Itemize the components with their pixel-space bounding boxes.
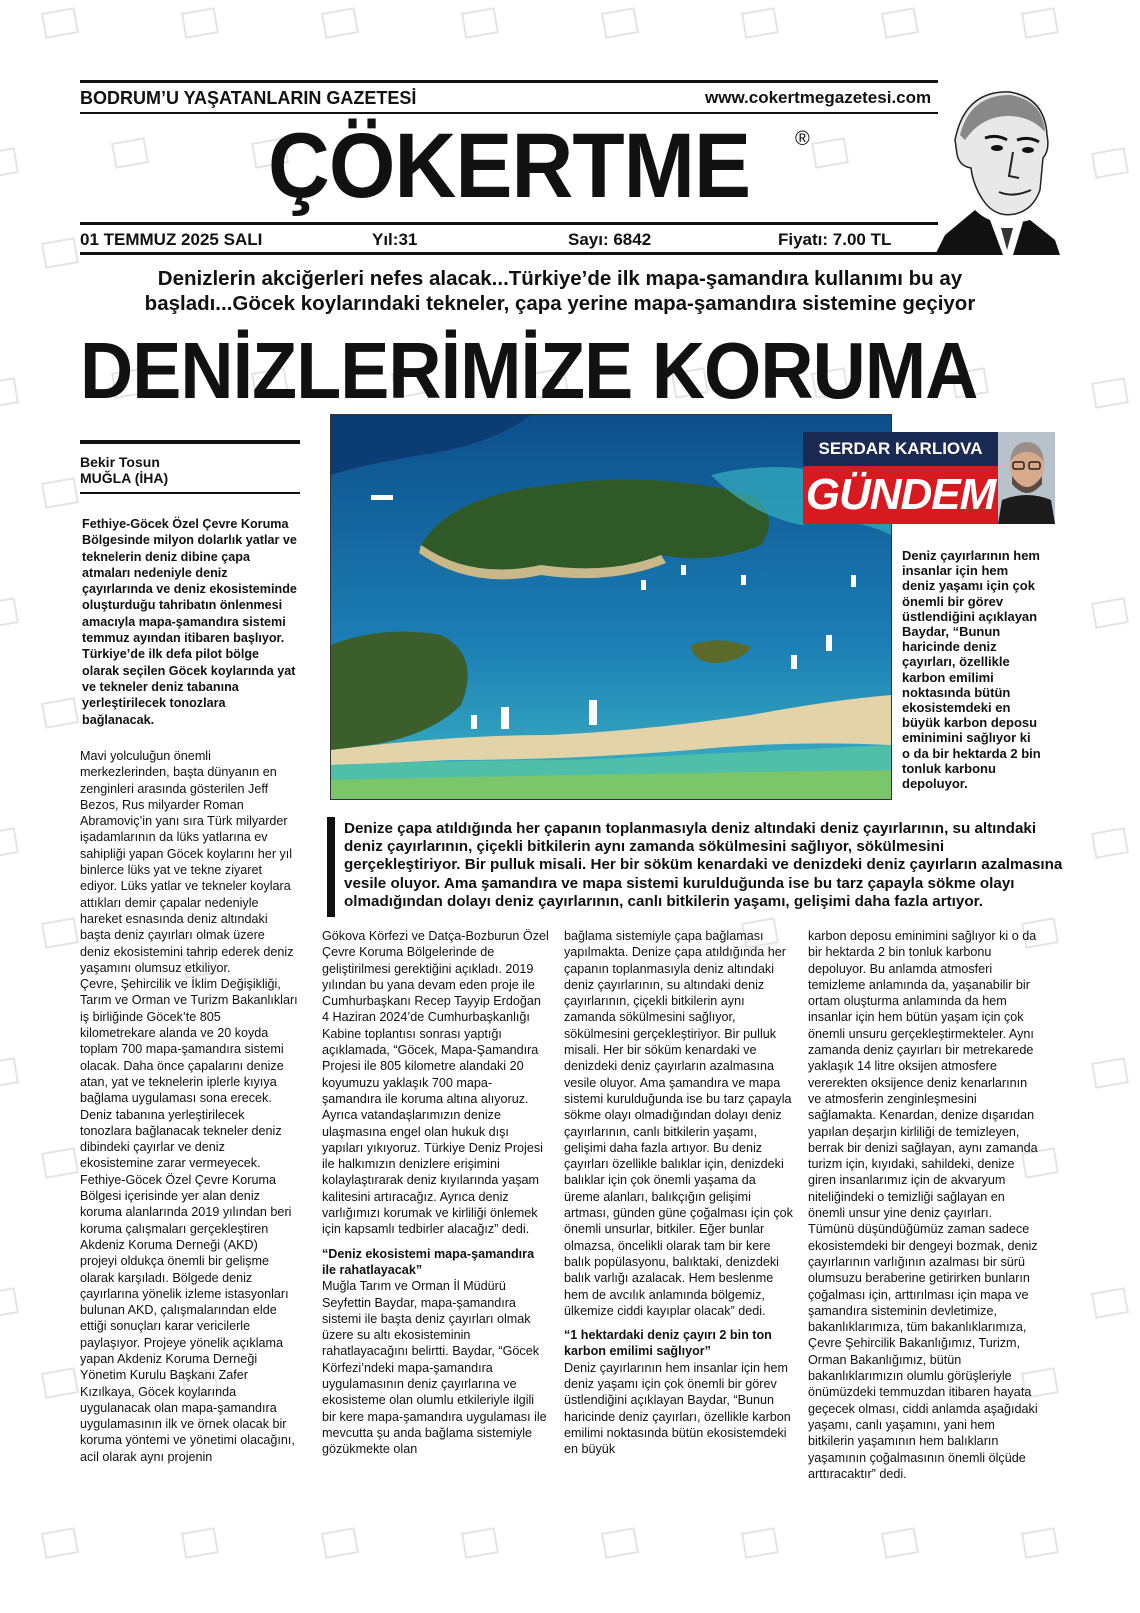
watermark-icon	[580, 10, 660, 38]
watermark-icon	[1070, 150, 1140, 178]
pull-quote: Deniz çayırlarının hem insanlar için hem deniz yaşamı için çok önemli bir görev üstlendiğini açıklayan Baydar, “Bunun haricinde deniz çayırları, özellikle karbon emilimi noktasında bütün ekosistemdeki en büyük karbon deposu eminimini sağlıyor ki o da bir hektarda 2 bin tonluk karbonu depoluyor.	[902, 548, 1041, 792]
byline-place: MUĞLA (İHA)	[80, 470, 169, 486]
col3-subheading: “1 hektardaki deniz çayırı 2 bin ton karbon emilimi sağlıyor”	[564, 1328, 772, 1359]
lede: Fethiye-Göcek Özel Çevre Koruma Bölgesinde milyon dolarlık yatlar ve teknelerin deniz dibine çapa atmaları nedeniyle deniz çayırlarında ve deniz ekosisteminde oluşturduğu tahribatın önlenmesi amacıyla mapa-şamandıra sistemi temmuz ayından itibaren başlıyor. Türkiye’de ilk defa pilot bölge olarak seçilen Göcek koylarında yat ve tekneler deniz tabanına yerleştirilecek tonozlara bağlanacak.	[82, 517, 297, 727]
meta-bottom-rule	[80, 252, 938, 255]
columnist-name: SERDAR KARLIOVA	[803, 432, 998, 466]
watermark-icon	[1070, 1290, 1140, 1318]
watermark-icon	[300, 1530, 380, 1558]
col1-paragraph: Mavi yolculuğun önemli merkezlerinden, başta dünyanın en zenginleri arasında gösterilen Jeff Bezos, Rus milyarder Roman Abramoviç’in yanı sıra Türk milyarder işadamlarının da lüks yatlarına ev sahipliği yapan Göcek koylarını her yıl binlerce lüks yat ve tekne ziyaret ediyor. Lüks yatlar ve tekneler koylara attıkları demir çapalar nedeniyle hareket esnasında deniz altındaki başta deniz çayırları olmak üzere deniz ekosistemini tahrip ederek deniz yaşamını olumsuz etkiliyor.	[80, 749, 294, 975]
column-3	[564, 928, 794, 1458]
watermark-icon	[0, 1060, 40, 1088]
registered-mark: ®	[795, 128, 810, 150]
column-1	[80, 748, 298, 1465]
issue-number: Sayı: 6842	[568, 230, 652, 249]
col4-paragraph: karbon deposu eminimini sağlıyor ki o da bir hektarda 2 bin tonluk karbonu depoluyor. Bu anlamda atmosferi temizleme anlamında da, yaşanabilir bir ortam oluşturma anlamında da hem insanlar için hem bütün yaşam için çok önemli unsuru gerçekleştirmekteler. Aynı zamanda deniz çayırları bir metrekarede yaklaşık 14 litre oksijen atmosfere vererekten oksijence deniz kenarlarının ve atmosferin zenginleşmesini sağlamakta. Kenardan, denize dışarıdan yapılan deşarjın kirliliği de temizleyen, berrak bir denizi sağlayan, aynı zamanda turizm için, kıyıdaki, sahildeki, denize giren insanlarımız için de akvaryum niteliğindeki o temizliği sağlayan en önemli unsur yine deniz çayırları. Tümünü düşündüğümüz zaman sadece ekosistemdeki bir dengeyi bozmak, deniz çayırlarının varlığının azalması bir sürü olumsuzu beraberine getirirken bunların çoğalması için, arttırılması için mapa ve şamandıra sisteminin devletimize, bakanlıklarımıza, tüm bakanlıklarımıza, Çevre Şehircilik Bakanlığımız, Turizm, Orman Bakanlığımız, bütün bakanlıklarımızın olumlu görüşleriyle önümüzdeki temmuzdan itibaren hayata geçecek olması, ciddi anlamda aşağıdaki yaşamı, canlı yaşamını, yani hem bitkilerin yaşamının hem balıkların yaşamının çoğalmasının önemli ölçüde arttıracaktır” dedi.	[808, 929, 1038, 1481]
watermark-icon	[580, 1530, 660, 1558]
byline-name: Bekir Tosun	[80, 454, 160, 470]
watermark-icon	[20, 10, 100, 38]
watermark-icon	[1070, 380, 1140, 408]
column-4	[808, 928, 1038, 1482]
watermark-icon	[720, 1530, 800, 1558]
watermark-icon	[90, 140, 170, 168]
byline-rule	[80, 440, 300, 444]
col1-paragraph: Çevre, Şehircilik ve İklim Değişikliği, Tarım ve Orman ve Turizm Bakanlıkları iş birliğinde Göcek’te 805 kilometrekare alanda ve 20 koyda toplam 700 mapa-şamandıra sistemi olacak. Daha önce çapalarını denize atan, yat ve teknelerin iplerle kıyıya bağlama uygulaması sona erecek. Deniz tabanına yerleştirilecek tonozlara bağlanacak tekneler deniz dibindeki çayırlar ve deniz ekosistemine zarar vermeyecek.	[80, 977, 298, 1171]
ataturk-portrait-icon	[935, 80, 1060, 255]
watermark-icon	[160, 1530, 240, 1558]
columnist-badge[interactable]	[803, 432, 1055, 524]
columnist-photo-icon	[998, 432, 1055, 524]
watermark-icon	[440, 10, 520, 38]
watermark-icon	[1000, 1530, 1080, 1558]
watermark-icon	[20, 1530, 100, 1558]
tagline: BODRUM’U YAŞATANLARIN GAZETESİ	[80, 88, 417, 108]
watermark-icon	[0, 150, 40, 178]
watermark-icon	[1000, 10, 1080, 38]
col2-paragraph: Gökova Körfezi ve Datça-Bozburun Özel Çevre Koruma Bölgelerinde de geliştirilmesi gerektiğini açıkladı. 2019 yılından bu yana devam eden proje ile Cumhurbaşkanı Recep Tayyip Erdoğan 4 Haziran 2024’de Cumhurbaşkanlığı Kabine toplantısı sonrası yaptığı açıklamada, “Göcek, Mapa-Şamandıra Projesi ile 805 kilometre alandaki 20 koyumuzu yaklaşık 700 mapa-şamandıra ile koruma altına alıyoruz. Ayrıca vatandaşlarımızın denize ulaşmasına engel olan hukuk dışı yapıları yıkıyoruz. Türkiye Deniz Projesi ile halkımızın denizlere erişimini kolaylaştırarak deniz kıyılarında yaşam kalitesini artıracağız. Ayrıca deniz varlığımızı korumak ve kirliliği önlemek için kapsamlı tedbirler alacağız” dedi.	[322, 929, 549, 1237]
watermark-icon	[1070, 1060, 1140, 1088]
columnist-title: GÜNDEM	[803, 466, 998, 524]
issue-price: Fiyatı: 7.00 TL	[778, 230, 892, 249]
col2-paragraph: Muğla Tarım ve Orman İl Müdürü Seyfettin Baydar, mapa-şamandıra sistemi ile başta deniz çayırları olmak üzere su altı ekosisteminin rahatlayacağını belirtti. Baydar, “Göcek Körfezi’ndeki mapa-şamandıra uygulamasının deniz çayırlarına ve ekosisteme olan olumlu etkileriyle ilgili bir kere mapa-şamandıra uygulaması ile mevcutta şu anda bağlama sistemiyle gözükmekte olan	[322, 1279, 547, 1457]
deck: Denize çapa atıldığında her çapanın toplanmasıyla deniz altındaki deniz çayırlarının, su altındaki deniz çayırlarının, çiçekli bitkilerin aynı zamanda sökülmesini sağlıyor, sökülmesini gerçekleştiriyor. Bir pulluk misali. Her bir söküm kenardaki ve denizdeki deniz çayırların azalmasına vesile oluyor. Ama şamandıra ve mapa sistemi kurulduğunda ise bu tarz çapayla sökme olayı olmadığından dolayı deniz çayırlarının, canlı bitkilerin yaşamı, gelişimi daha fazla artıyor.	[344, 820, 1063, 910]
kicker: Denizlerin akciğerleri nefes alacak...Türkiye’de ilk mapa-şamandıra kullanımı bu ay başladı...Göcek koylarındaki tekneler, çapa yerine mapa-şamandıra sistemine geçiyor	[144, 267, 976, 315]
watermark-icon	[160, 10, 240, 38]
col2-subheading: “Deniz ekosistemi mapa-şamandıra ile rahatlayacak”	[322, 1246, 535, 1277]
byline	[80, 454, 168, 486]
watermark-icon	[0, 600, 40, 628]
watermark-icon	[720, 10, 800, 38]
deck-bar	[327, 817, 335, 917]
watermark-icon	[1070, 600, 1140, 628]
masthead: ÇÖKERTME	[268, 115, 751, 217]
issue-year: Yıl:31	[372, 230, 418, 249]
watermark-icon	[0, 380, 40, 408]
watermark-icon	[0, 1290, 40, 1318]
col1-paragraph: Fethiye-Göcek Özel Çevre Koruma Bölgesi içerisinde yer alan deniz koruma alanlarında 2019 yılından beri koruma çalışmaları gerçekleştiren Akdeniz Koruma Derneği (AKD) projeyi oldukça önemli bir gelişme olarak karşıladı. Bölgede deniz çayırlarına yönelik izleme istasyonları bulunan AKD, çalışmalarından elde ettiği sonuçları karar vericilerle paylaşıyor. Projeye yönelik açıklama yapan Akdeniz Koruma Derneği Yönetim Kurulu Başkanı Zafer Kızılkaya, Göcek koylarında uygulanacak olan mapa-şamandıra uygulamasının ilk ve örnek olacak bir koruma yöntemi ve yönetimi olacağını, acil olarak aynı projenin	[80, 1172, 295, 1464]
watermark-icon	[300, 10, 380, 38]
column-2	[322, 928, 550, 1458]
meta-top-rule	[80, 222, 938, 225]
website-url[interactable]: www.cokertmegazetesi.com	[705, 88, 932, 107]
watermark-icon	[860, 10, 940, 38]
watermark-icon	[1070, 830, 1140, 858]
columnist-photo	[998, 432, 1055, 524]
header-rule	[80, 112, 938, 114]
watermark-icon	[440, 1530, 520, 1558]
col3-paragraph: Deniz çayırlarının hem insanlar için hem deniz yaşamı için çok önemli bir görev üstlendiğini açıklayan Baydar, “Bunun haricinde deniz çayırları, özellikle karbon emilimi noktasında bütün ekosistemdeki en büyük	[564, 1360, 791, 1457]
top-rule	[80, 80, 938, 83]
byline-bottom-rule	[80, 492, 300, 494]
col3-paragraph: bağlama sistemiyle çapa bağlaması yapılmakta. Denize çapa atıldığında her çapanın toplanmasıyla deniz altındaki deniz çayırlarının, su altındaki deniz çayırlarının, çiçekli bitkilerin aynı zamanda sökülmesini sağlıyor, sökülmesini gerçekleştiriyor. Bir pulluk misali. Her bir söküm kenardaki ve denizdeki deniz çayırların azalmasına vesile oluyor. Ama şamandıra ve mapa sistemi kurulduğunda ise bu tarz çapayla sökme olayı olmadığından dolayı deniz çayırlarının, canlı bitkilerin yaşamı, gelişimi daha fazla artıyor. Bu deniz çayırları özellikle balıklar için, denizdeki balıklar için çok önemli yaşama da üreme alanları, balıkçığın gelişimi artması, günden güne çoğalması için çok önemli unsurlar, bitkiler. Eğer bunlar olmazsa, öncelikli olarak tam bir kere balık popülasyonu, balıktaki, denizdeki balık varlığı azalacak. Hem beslenme hem de avcılık anlamında bölgemiz, ülkemize ciddi kayıplar olacak” dedi.	[564, 929, 793, 1318]
watermark-icon	[0, 830, 40, 858]
headline: DENİZLERİMİZE KORUMA	[80, 326, 978, 415]
issue-date: 01 TEMMUZ 2025 SALI	[80, 230, 263, 249]
watermark-icon	[860, 1530, 940, 1558]
